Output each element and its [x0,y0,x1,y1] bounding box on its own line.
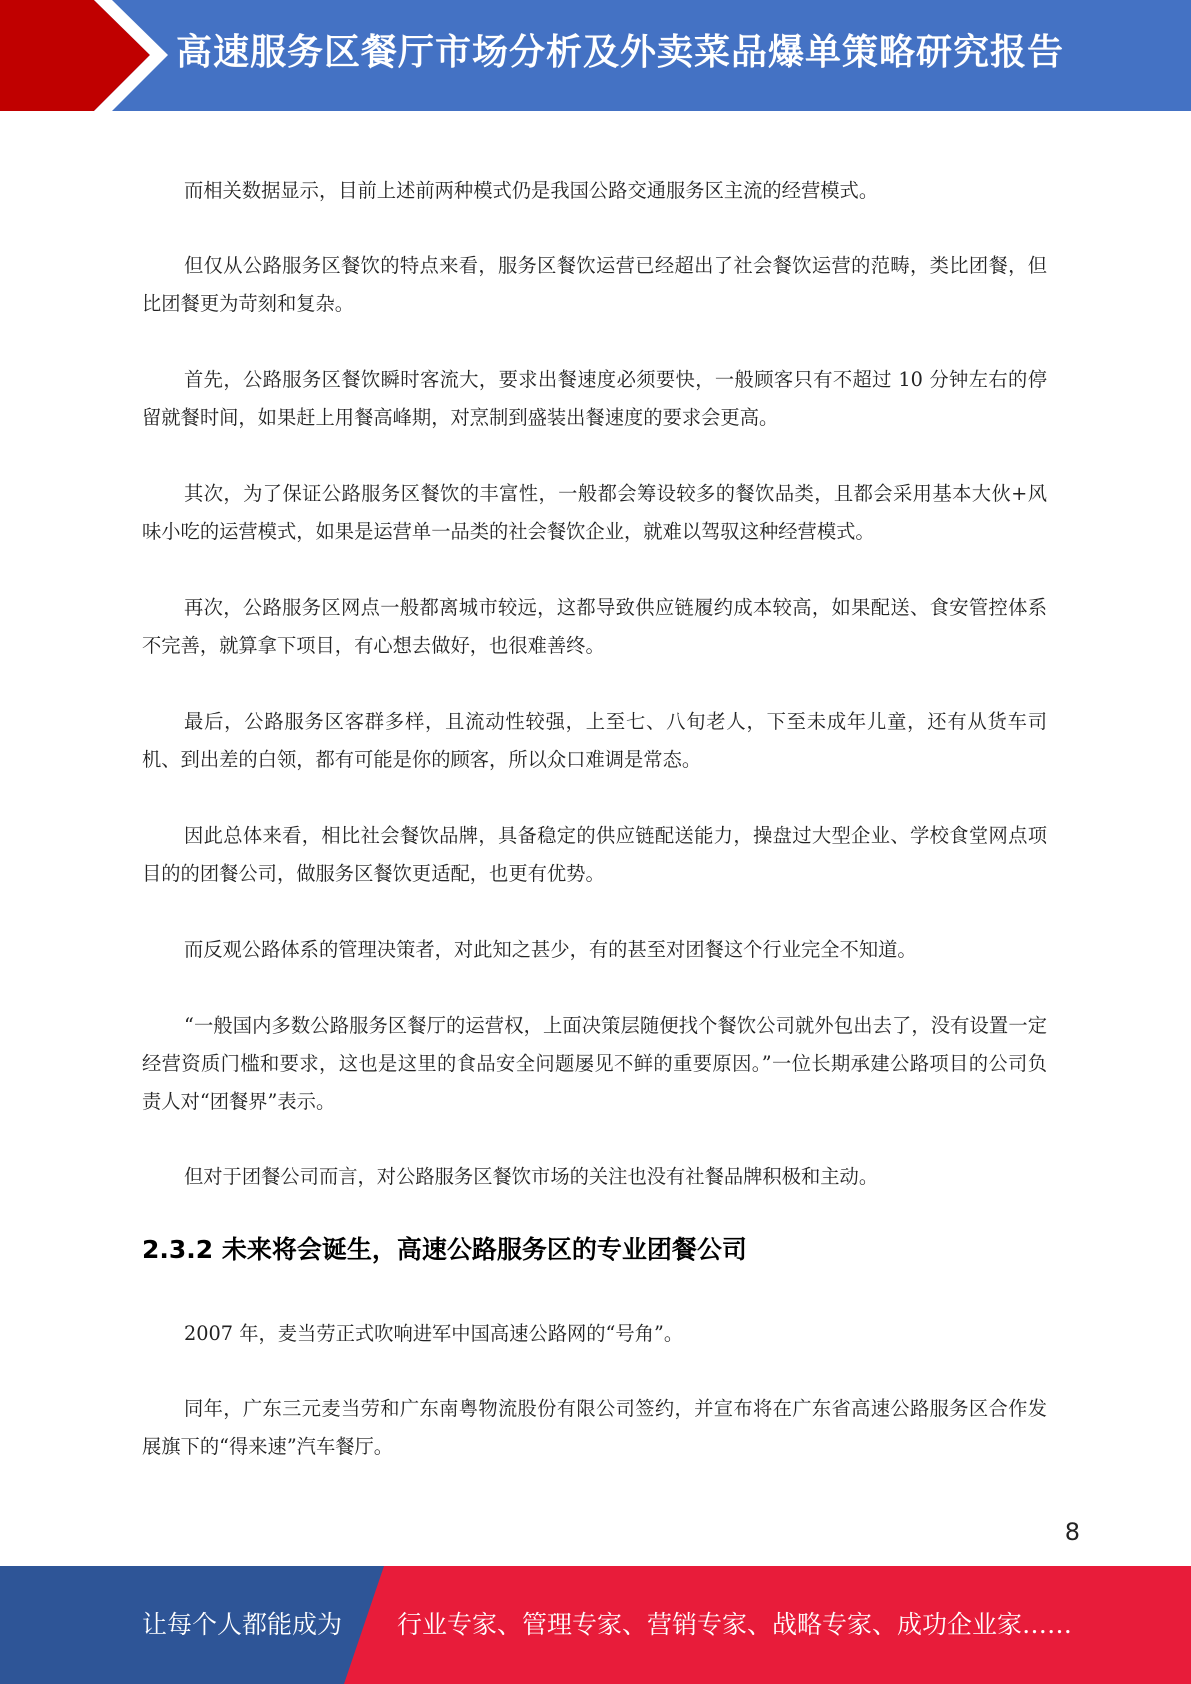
body-paragraph: 最后，公路服务区客群多样，且流动性较强，上至七、八旬老人，下至未成年儿童，还有从货车司机、到出差的白领，都有可能是你的顾客，所以众口难调是常态。 [142,710,1047,771]
section-heading: 2.3.2 未来将会诞生，高速公路服务区的专业团餐公司 [142,1235,747,1264]
page-header-banner [0,0,1191,111]
body-paragraph: 但对于团餐公司而言，对公路服务区餐饮市场的关注也没有社餐品牌积极和主动。 [184,1165,879,1188]
footer-slogan-left: 让每个人都能成为 [142,1610,343,1639]
body-paragraph: 再次，公路服务区网点一般都离城市较远，这都导致供应链履约成本较高，如果配送、食安管控体系不完善，就算拿下项目，有心想去做好，也很难善终。 [142,596,1047,657]
body-paragraph: “一般国内多数公路服务区餐厅的运营权，上面决策层随便找个餐饮公司就外包出去了，没有设置一定经营资质门槛和要求，这也是这里的食品安全问题屡见不鲜的重要原因。”一位长期承建公路项目的公司负责人对“团餐界”表示。 [142,1014,1047,1113]
body-paragraph: 但仅从公路服务区餐饮的特点来看，服务区餐饮运营已经超出了社会餐饮运营的范畴，类比团餐，但比团餐更为苛刻和复杂。 [142,254,1047,315]
body-paragraph: 同年，广东三元麦当劳和广东南粤物流股份有限公司签约，并宣布将在广东省高速公路服务区合作发展旗下的“得来速”汽车餐厅。 [142,1397,1047,1458]
body-paragraph: 首先，公路服务区餐饮瞬时客流大，要求出餐速度必须要快，一般顾客只有不超过 10 分钟左右的停留就餐时间，如果赶上用餐高峰期，对烹制到盛装出餐速度的要求会更高。 [142,368,1047,429]
document-title: 高速服务区餐厅市场分析及外卖菜品爆单策略研究报告 [176,32,1065,73]
body-paragraph: 因此总体来看，相比社会餐饮品牌，具备稳定的供应链配送能力，操盘过大型企业、学校食堂网点项目的的团餐公司，做服务区餐饮更适配，也更有优势。 [142,824,1047,885]
body-paragraph: 而反观公路体系的管理决策者，对此知之甚少，有的甚至对团餐这个行业完全不知道。 [184,938,917,961]
body-paragraph: 而相关数据显示，目前上述前两种模式仍是我国公路交通服务区主流的经营模式。 [184,179,879,202]
page-footer-banner [0,1566,1191,1684]
page-number: 8 [1064,1518,1080,1546]
body-paragraph: 其次，为了保证公路服务区餐饮的丰富性，一般都会筹设较多的餐饮品类，且都会采用基本大伙+风味小吃的运营模式，如果是运营单一品类的社会餐饮企业，就难以驾驭这种经营模式。 [142,482,1047,543]
body-paragraph: 2007 年，麦当劳正式吹响进军中国高速公路网的“号角”。 [184,1322,684,1345]
footer-slogan-right: 行业专家、管理专家、营销专家、战略专家、成功企业家…… [397,1610,1073,1639]
